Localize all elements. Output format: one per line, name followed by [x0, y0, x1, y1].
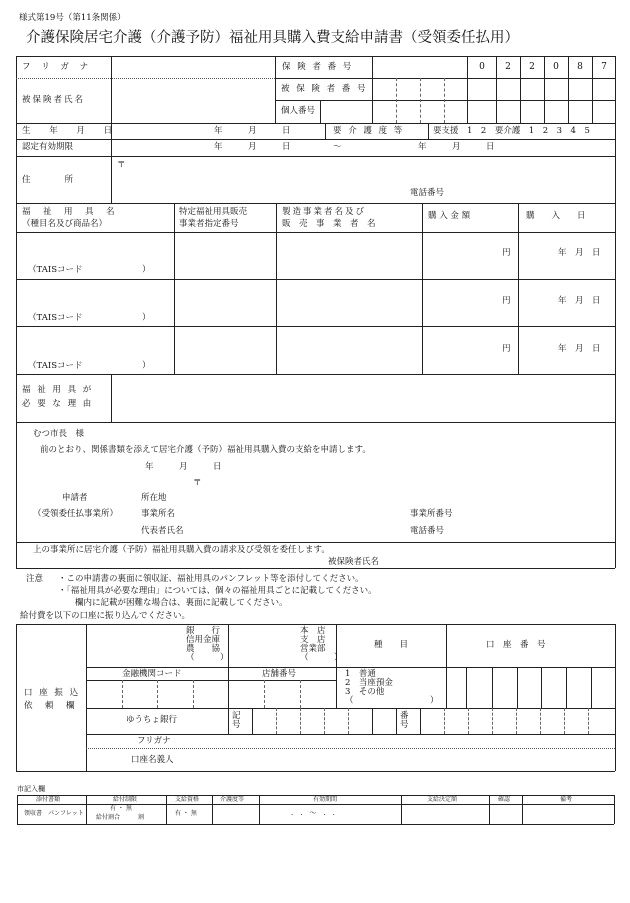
reason-label-2: 必 要 な 理 由 [22, 399, 94, 409]
office-col-limit: 給付制限 [113, 796, 138, 803]
insurer-number-label: 保 険 者 番 号 [282, 62, 354, 72]
office-phone-label: 電話番号 [410, 526, 445, 536]
application-date[interactable]: 年 月 日 [145, 462, 222, 472]
account-kind-option[interactable]: 2 当座預金 [345, 678, 393, 688]
address-field[interactable] [112, 157, 614, 202]
office-name-label: 事業所名 [141, 509, 176, 519]
furigana-label: フ リ ガ ナ [22, 62, 93, 72]
col-item-name: 福 祉 用 具 名 [22, 207, 117, 217]
col-seller-number-sub: 事業者指定番号 [179, 219, 239, 229]
branch-number-label: 店舗番号 [262, 669, 297, 679]
yen-label: 円 [502, 344, 511, 354]
branch-type-option[interactable]: 本 店 [300, 626, 326, 636]
insured-number-label: 被 保 険 者 番 号 [281, 84, 368, 94]
office-col-care-level: 介護度等 [220, 796, 245, 803]
bank-type-option[interactable]: （ ） [186, 653, 229, 663]
care-level-label: 要 介 護 度 等 [333, 126, 405, 136]
office-col-confirm: 確認 [498, 796, 511, 803]
symbol-label: 記号 [232, 711, 241, 730]
office-number-label: 事業所番号 [410, 509, 453, 519]
office-limit-value: 有 ・ 無 [110, 805, 132, 812]
yen-label: 円 [502, 296, 511, 306]
purchase-date: 年 月 日 [558, 248, 601, 258]
col-amount: 購 入 金 額 [428, 211, 471, 221]
account-kind-option[interactable]: 1 普通 [345, 669, 376, 679]
account-kind-other[interactable]: （ ） [345, 696, 439, 706]
postal-mark: 〒 [117, 160, 126, 170]
note-item: 欄内に記載が困難な場合は、裏面に記載してください。 [75, 598, 288, 608]
insurer-digit: 0 [553, 62, 559, 72]
col-maker: 製造事業者名及び [282, 207, 367, 217]
personal-number-field[interactable] [321, 101, 614, 122]
bank-request-label-2: 依 頼 欄 [24, 701, 77, 711]
validity-value[interactable]: 年 月 日 ～ 年 月 日 [214, 142, 495, 152]
office-col-attachments: 添付書類 [36, 796, 61, 803]
insured-name-field[interactable] [112, 79, 274, 122]
location-label: 所在地 [141, 493, 167, 503]
note-item: ・「福祉用具が必要な理由」については、個々の福祉用具ごとに記載してください。 [58, 586, 377, 596]
bank-type-option[interactable]: 信用金庫 [186, 635, 221, 645]
tais-code-label: （TAISコード ） [28, 313, 151, 323]
yucho-bank-label: ゆうちょ銀行 [126, 715, 178, 725]
col-date: 購 入 日 [526, 211, 586, 221]
account-number-label: 口 座 番 号 [486, 640, 546, 650]
col-item-name-sub: （種目名及び商品名） [22, 219, 108, 229]
address-label: 住 所 [22, 175, 74, 185]
birth-date-value[interactable]: 年 月 日 [214, 126, 291, 136]
bank-type-option[interactable]: 農 協 [186, 644, 221, 654]
addressee: むつ市長 様 [33, 429, 85, 439]
applicant-label: 申請者 [62, 493, 88, 503]
page-title: 介護保険居宅介護（介護予防）福祉用具購入費支給申請書（受領委任払用） [26, 30, 519, 46]
office-col-amount: 支給決定額 [427, 796, 458, 803]
office-col-remarks: 備考 [560, 796, 573, 803]
branch-type-option[interactable]: （ ） [300, 653, 343, 663]
office-use-title: 市記入欄 [17, 785, 45, 793]
office-col-qualification: 支給資格 [175, 796, 200, 803]
insured-name-label: 被保険者氏名 [22, 95, 86, 105]
delegation-insured-name: 被保険者氏名 [328, 557, 380, 567]
holder-furigana-label: フリガナ [137, 736, 171, 746]
col-maker-sub: 販 売 事 業 者 名 [282, 219, 376, 229]
office-col-period: 有効期間 [313, 796, 338, 803]
bank-type-option[interactable]: 銀 行 [186, 626, 221, 636]
office-qualification-value: 有 ・ 無 [175, 810, 197, 817]
tais-code-label: （TAISコード ） [28, 361, 151, 371]
care-level-options[interactable]: 要支援 1 2 要介護 1 2 3 4 5 [433, 126, 590, 136]
representative-label: 代表者氏名 [141, 526, 184, 536]
insurer-digit: 0 [479, 62, 485, 72]
delegation-statement: 上の事業所に居宅介護（予防）福祉用具購入費の請求及び受領を委任します。 [33, 545, 330, 555]
insured-number-field[interactable] [373, 79, 614, 99]
office-ratio-value: 給付割合 割 [96, 814, 145, 821]
account-holder-label: 口座名義人 [131, 755, 174, 765]
note-item: ・この申請書の裏面に領収証、福祉用具のパンフレット等を添付してください。 [58, 574, 364, 584]
furigana-field[interactable] [112, 57, 274, 77]
account-holder-field[interactable] [228, 749, 614, 770]
notes-label: 注意 [26, 574, 44, 584]
purchase-date: 年 月 日 [558, 344, 601, 354]
col-seller-number: 特定福祉用具販売 [179, 207, 248, 217]
account-kind-option[interactable]: 3 その他 [345, 687, 385, 697]
insurer-digit: 2 [505, 62, 511, 72]
form-number: 様式第19号（第11条関係） [19, 13, 126, 23]
yen-label: 円 [502, 248, 511, 258]
branch-type-option[interactable]: 営業部 [300, 644, 326, 654]
reason-field[interactable] [112, 375, 614, 421]
insurer-digit: 8 [577, 62, 583, 72]
number-label: 番号 [400, 711, 409, 730]
purchase-date: 年 月 日 [558, 296, 601, 306]
reason-label: 福 祉 用 具 が [22, 385, 94, 395]
phone-label: 電話番号 [410, 188, 445, 198]
branch-type-option[interactable]: 支 店 [300, 635, 326, 645]
entrusted-office-label: （受領委任払事業所） [33, 509, 119, 519]
applicant-postal-mark: 〒 [193, 478, 202, 488]
insurer-digit: 2 [529, 62, 535, 72]
account-kind-label: 種 目 [374, 640, 409, 650]
application-statement: 前のとおり、関係書類を添えて居宅介護（予防）福祉用具購入費の支給を申請します。 [40, 445, 371, 455]
transfer-instruction: 給付費を以下の口座に振り込んでください。 [20, 611, 191, 621]
insurer-digit: 7 [601, 62, 607, 72]
office-period-value: . . ～ . . [291, 809, 335, 817]
office-attachments-value: 領収書 パンフレット [24, 810, 84, 817]
tais-code-label: （TAISコード ） [28, 265, 151, 275]
bank-request-label: 口 座 振 込 [24, 688, 81, 698]
bank-code-label: 金融機関コード [122, 669, 182, 679]
birth-date-label: 生 年 月 日 [22, 126, 121, 136]
validity-label: 認定有効期限 [22, 142, 74, 152]
personal-number-label: 個人番号 [281, 106, 316, 116]
